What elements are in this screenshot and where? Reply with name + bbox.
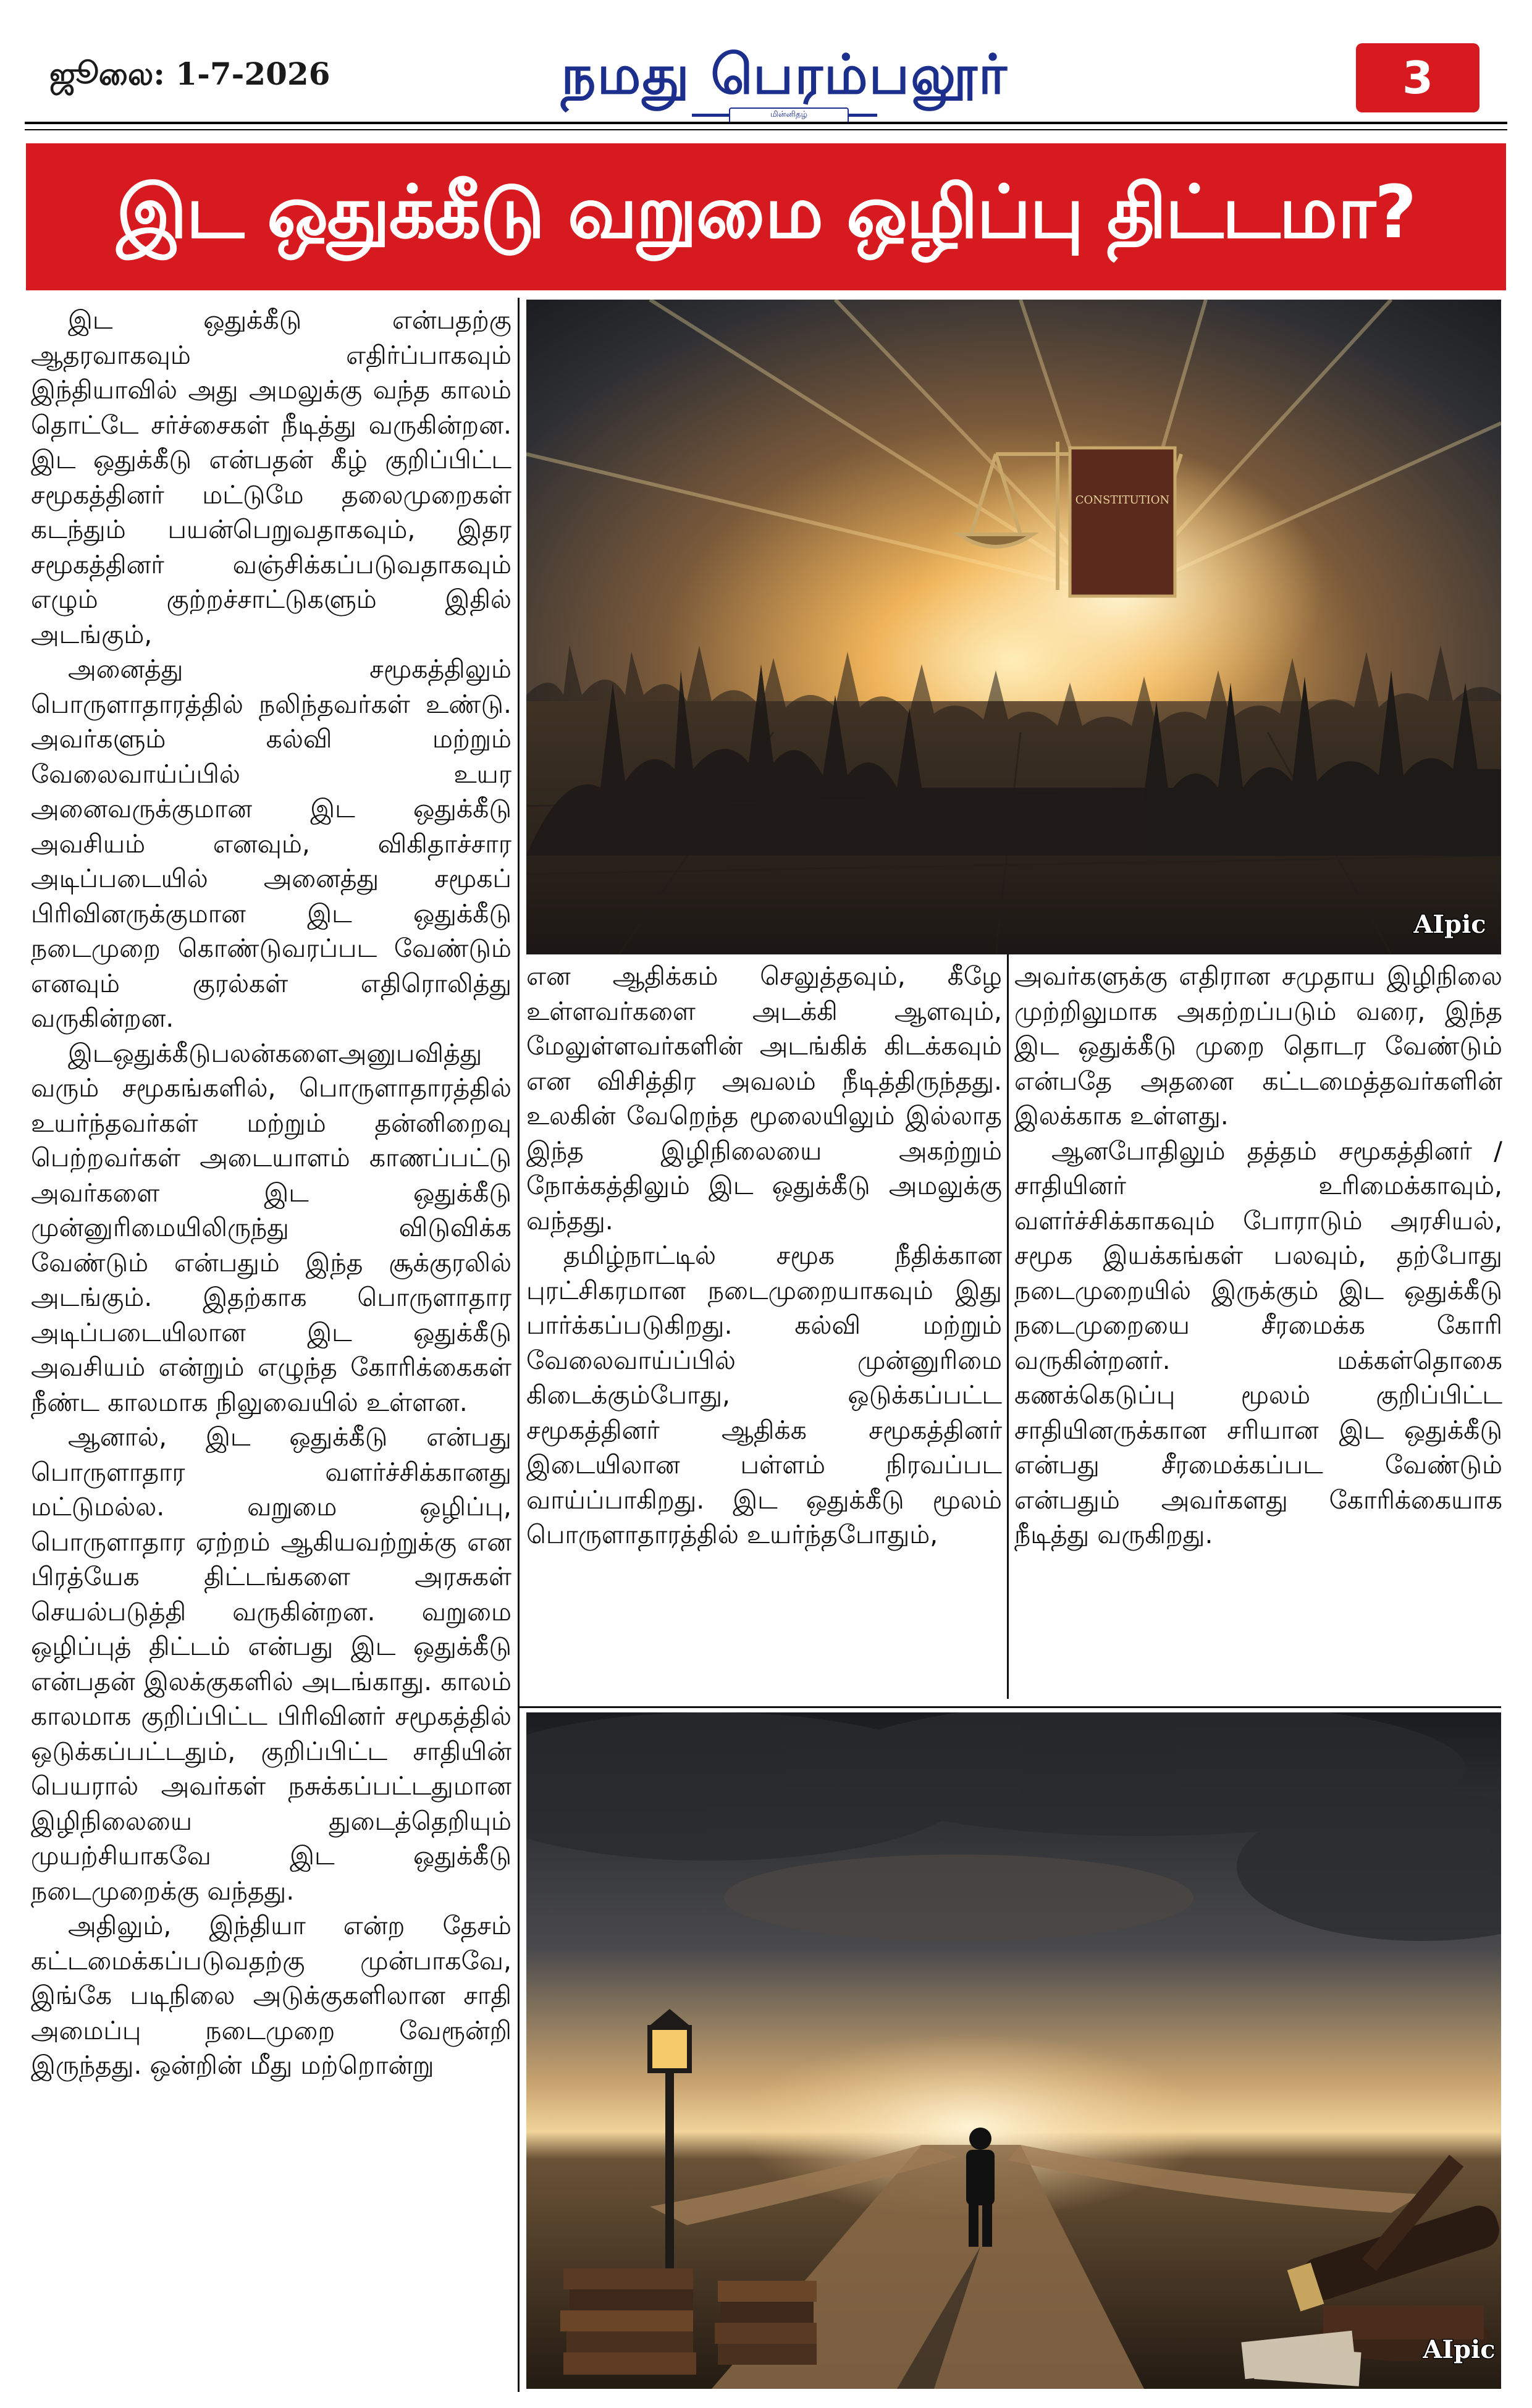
- article-column-2: [526, 959, 1002, 1700]
- column-divider-left: [518, 298, 520, 2392]
- crossroads-gavel-illustration: [526, 1712, 1501, 2389]
- issue-date: ஜூலை: 1-7-2026: [49, 56, 330, 92]
- masthead-rule: [25, 122, 1507, 124]
- paragraph: அவர்களுக்கு எதிரான சமுதாய இழிநிலை முற்றிலுமாக அகற்றப்படும் வரை, இந்த இட ஒதுக்கீடு முறை தொடர வேண்டும் என்பதே அதனை கட்டமைத்தவர்களின் இலக்காக உள்ளது.: [1014, 961, 1502, 1130]
- paragraph: தமிழ்நாட்டில் சமூக நீதிக்கான புரட்சிகரமான நடைமுறையாகவும் இது பார்க்கப்படுகிறது. கல்வி மற்றும் வேலைவாய்ப்பில் முன்னுரிமை கிடைக்கும்போது, ஒடுக்கப்பட்ட சமூகத்தினர் ஆதிக்க சமூகத்தினர் இடையிலான பள்ளம் நிரவப்பட வாய்ப்பாகிறது. இட ஒதுக்கீடு மூலம் பொருளாதாரத்தில் உயர்ந்தபோதும்,: [526, 1240, 1002, 1549]
- paragraph: இட ஒதுக்கீடு என்பதற்கு ஆதரவாகவும் எதிர்ப்பாகவும் இந்தியாவில் அது அமலுக்கு வந்த காலம் தொட்டே சர்ச்சைகள் நீடித்து வருகின்றன. இட ஒதுக்கீடு என்பதன் கீழ் குறிப்பிட்ட சமூகத்தினர் மட்டுமே தலைமுறைகள் கடந்தும் பயன்பெறுவதாகவும், இதர சமூகத்தினர் வஞ்சிக்கப்படுவதாகவும் எழும் குற்றச்சாட்டுகளும் இதில் அடங்கும்,: [31, 305, 511, 649]
- paragraph: அனைத்து சமூகத்திலும் பொருளாதாரத்தில் நலிந்தவர்கள் உண்டு. அவர்களும் கல்வி மற்றும் வேலைவாய்ப்பில் உயர அனைவருக்குமான இட ஒதுக்கீடு அவசியம் எனவும், விகிதாச்சார அடிப்படையில் அனைத்து சமூகப் பிரிவினருக்குமான இட ஒதுக்கீடு நடைமுறை கொண்டுவரப்பட வேண்டும் எனவும் குரல்கள் எதிரொலித்து வருகின்றன.: [31, 654, 511, 1033]
- constitution-crowd-illustration: [526, 300, 1501, 954]
- book-stacks: [560, 2268, 817, 2375]
- masthead-rule-thin: [25, 129, 1507, 130]
- paragraph: ஆனபோதிலும் தத்தம் சமூகத்தினர் / சாதியினர் உரிமைக்காவும், வளர்ச்சிக்காகவும் போராடும் அரசியல், சமூக இயக்கங்கள் பலவும், தற்போது நடைமுறையில் இருக்கும் இட ஒதுக்கீடு நடைமுறையை சீரமைக்க கோரி வருகின்றனர். மக்கள்தொகை கணக்கெடுப்பு மூலம் குறிப்பிட்ட சாதியினருக்கான சரியான இட ஒதுக்கீடு என்பது சீரமைக்கப்பட வேண்டும் என்பதும் அவர்களது கோரிக்கையாக நீடித்து வருகிறது.: [1014, 1135, 1502, 1549]
- ai-pic-label: AIpic: [1423, 2335, 1496, 2364]
- paragraph: என ஆதிக்கம் செலுத்தவும், கீழே உள்ளவர்களை அடக்கி ஆளவும், மேலுள்ளவர்களின் அடங்கிக் கிடக்கவும் என விசித்திர அவலம் நீடித்திருந்தது. உலகின் வேறெந்த மூலையிலும் இல்லாத இந்த இழிநிலையை அகற்றும் நோக்கத்திலும் இட ஒதுக்கீடு அமலுக்கு வந்தது.: [526, 961, 1002, 1236]
- paragraph: இடஒதுக்கீடுபலன்களைஅனுபவித்து வரும் சமூகங்களில், பொருளாதாரத்தில் உயர்ந்தவர்கள் மற்றும் தன்னிறைவு பெற்றவர்கள் அடையாளம் காணப்பட்டு அவர்களை இட ஒதுக்கீடு முன்னுரிமையிலிருந்து விடுவிக்க வேண்டும் என்பதும் இந்த சூக்குரலில் அடங்கும். இதற்காக பொருளாதார அடிப்படையிலான இட ஒதுக்கீடு அவசியம் என்றும் எழுந்த கோரிக்கைகள் நீண்ட காலமாக நிலுவையில் உள்ளன.: [31, 1038, 511, 1417]
- article-column-3: [1014, 959, 1502, 1700]
- paragraph: ஆனால், இட ஒதுக்கீடு என்பது பொருளாதார வளர்ச்சிக்கானது மட்டுமல்ல. வறுமை ஒழிப்பு, பொருளாதார ஏற்றம் ஆகியவற்றுக்கு என பிரத்யேக திட்டங்களை அரசுகள் செயல்படுத்தி வருகின்றன. வறுமை ஒழிப்புத் திட்டம் என்பது இட ஒதுக்கீடு என்பதன் இலக்குகளில் அடங்காது. காலம் காலமாக குறிப்பிட்ட பிரிவினர் சமூகத்தில் ஒடுக்கப்பட்டதும், குறிப்பிட்ட சாதியின் பெயரால் அவர்கள் நசுக்கப்பட்டதுமான இழிநிலையை துடைத்தெறியும் முயற்சியாகவே இட ஒதுக்கீடு நடைமுறைக்கு வந்தது.: [31, 1422, 511, 1906]
- headline-banner: [26, 143, 1506, 290]
- column-divider-right: [1007, 951, 1009, 1699]
- masthead-tagline: மின்னிதழ்: [729, 107, 849, 124]
- article-column-1: [31, 303, 511, 2391]
- constitution-book: [1070, 448, 1175, 596]
- headline: இட ஒதுக்கீடு வறுமை ஒழிப்பு திட்டமா?: [116, 169, 1416, 255]
- ai-pic-label: AIpic: [1413, 910, 1486, 939]
- newspaper-title: நமது பெரம்பலூர்: [561, 42, 1008, 106]
- paragraph: அதிலும், இந்தியா என்ற தேசம் கட்டமைக்கப்படுவதற்கு முன்பாகவே, இங்கே படிநிலை அடுக்குகளிலான சாதி அமைப்பு நடைமுறை வேரூன்றி இருந்தது. ஒன்றின் மீது மற்றொன்று: [31, 1911, 511, 2080]
- page-number-badge: 3: [1356, 43, 1479, 112]
- image-top-rule: [518, 1706, 1501, 1708]
- book-title: CONSTITUTION: [1075, 494, 1170, 507]
